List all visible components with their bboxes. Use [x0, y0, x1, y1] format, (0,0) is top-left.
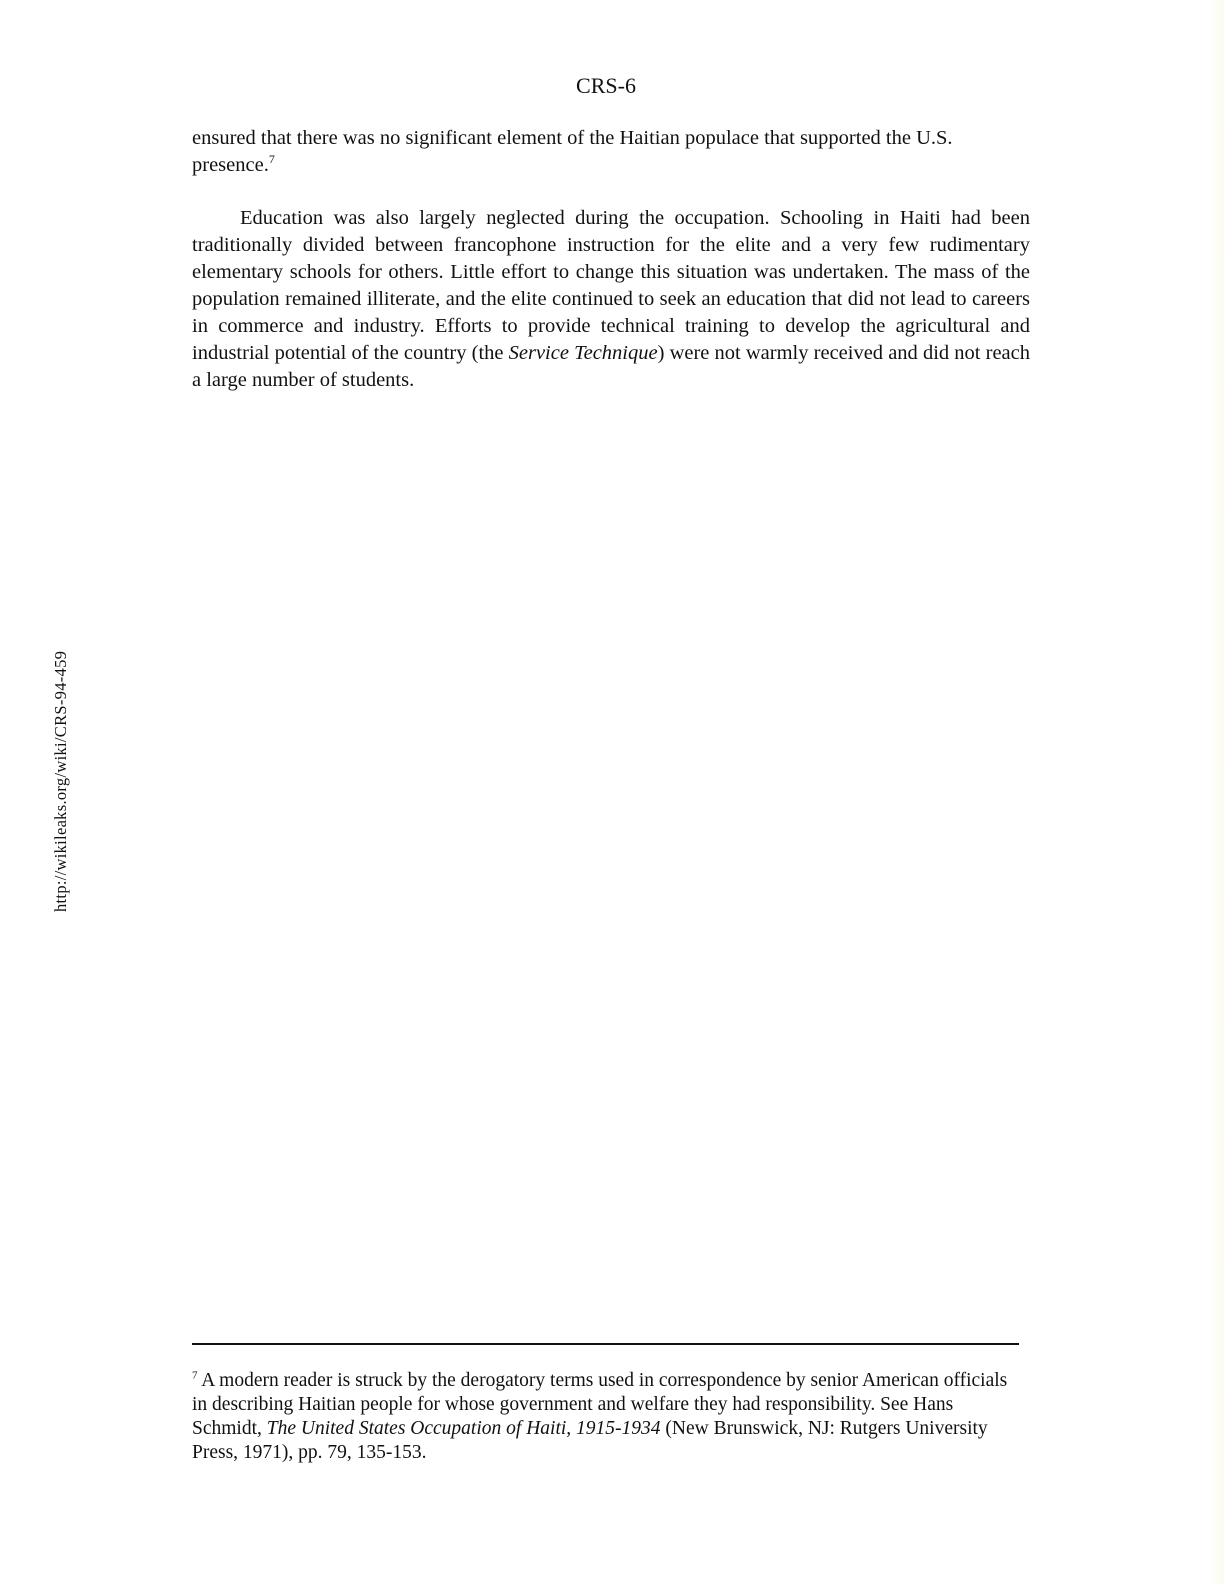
- footnote-book-title: The United States Occupation of Haiti, 1915-1934: [266, 1418, 661, 1439]
- body-paragraph-1-text: ensured that there was no significant element of the Haitian populace that supported the U.S. presence.: [192, 127, 953, 176]
- wikileaks-url-watermark: http://wikileaks.org/wiki/CRS-94-459: [51, 650, 70, 912]
- footnote-number: 7: [192, 1369, 198, 1382]
- service-technique-italic: Service Technique: [508, 342, 658, 364]
- body-paragraph-2-text-end: ) were not warmly received and did not reach a large number of students.: [192, 342, 1030, 391]
- footnote-7: [192, 1369, 1022, 1465]
- page-edge-shading: [1210, 0, 1224, 1584]
- footnote-text-end: (New Brunswick, NJ: Rutgers University Press, 1971), pp. 79, 135-153.: [192, 1418, 988, 1463]
- body-paragraph-2: [192, 205, 1030, 394]
- body-paragraph-1: [192, 125, 1030, 179]
- footnote-text-start: A modern reader is struck by the derogatory terms used in correspondence by senior American officials in describing Haitian people for whose government and welfare they had responsibility. See Hans Schmidt,: [192, 1370, 1008, 1439]
- footnote-reference: 7: [268, 152, 275, 167]
- body-paragraph-2-text-start: Education was also largely neglected during the occupation. Schooling in Haiti had been traditionally divided between francophone instruction for the elite and a very few rudimentary elementary schools for others. Little effort to change this situation was undertaken. The mass of the population remained illiterate, and the elite continued to seek an education that did not lead to careers in commerce and industry. Efforts to provide technical training to develop the agricultural and industrial potential of the country (the: [192, 207, 1030, 364]
- footnote-divider: [192, 1343, 1019, 1345]
- page-number-header: CRS-6: [576, 73, 636, 98]
